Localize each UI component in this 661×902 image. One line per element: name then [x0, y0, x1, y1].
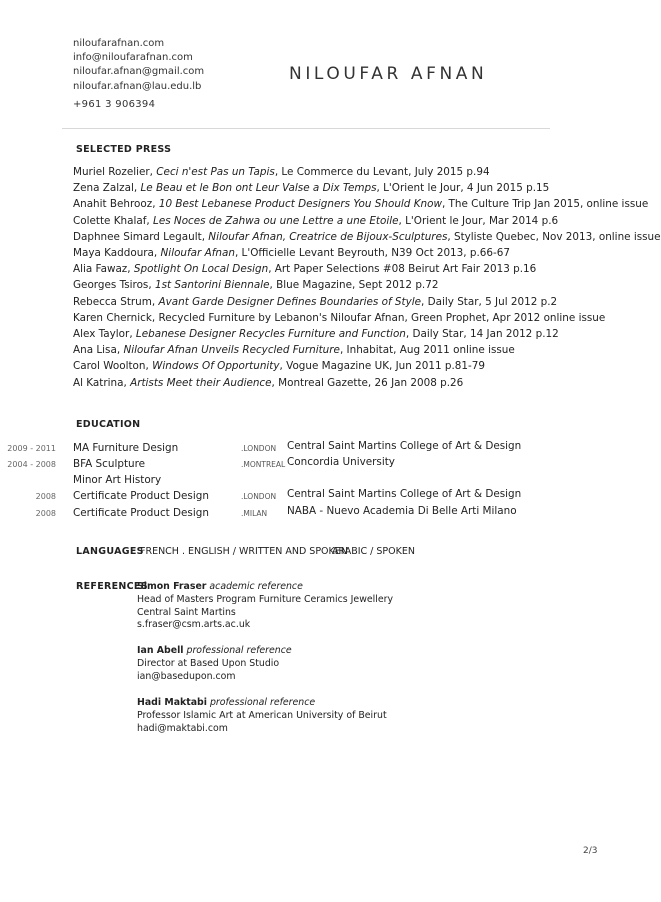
- press-item: Daphnee Simard Legault, Niloufar Afnan, Creatrice de Bijoux-Sculptures, Styliste Quebec, Nov 2013, online issue: [73, 230, 661, 243]
- press-item: Karen Chernick, Recycled Furniture by Lebanon's Niloufar Afnan, Green Prophet, Apr 2012 online issue: [73, 311, 606, 324]
- email-link-info[interactable]: info@niloufarafnan.com: [73, 52, 193, 64]
- press-item: Georges Tsiros, 1st Santorini Biennale, Blue Magazine, Sept 2012 p.72: [73, 279, 439, 292]
- languages-label: LANGUAGES: [76, 546, 144, 557]
- education-school: Central Saint Martins College of Art & Design: [287, 440, 522, 452]
- reference-name: Hadi Maktabi: [137, 697, 207, 708]
- education-school: Central Saint Martins College of Art & Design: [287, 488, 522, 500]
- references-label: REFERENCES: [76, 581, 148, 592]
- education-years: 2008: [35, 492, 56, 501]
- education-city: .LONDON: [241, 492, 277, 501]
- education-city: .LONDON: [241, 444, 277, 453]
- press-item: Maya Kaddoura, Niloufar Afnan, L'Officielle Levant Beyrouth, N39 Oct 2013, p.66-67: [73, 247, 510, 260]
- press-item: Anahit Behrooz, 10 Best Lebanese Product Designers You Should Know, The Culture Trip Jan 2015, online issue: [73, 198, 649, 211]
- reference-entry: [137, 697, 387, 735]
- reference-name: Simon Fraser: [137, 581, 207, 592]
- page-number: 2/3: [583, 846, 598, 856]
- reference-email[interactable]: hadi@maktabi.com: [137, 722, 228, 734]
- education-row: [0, 458, 638, 474]
- reference-line: Professor Islamic Art at American University of Beirut: [137, 709, 387, 721]
- email-link-lau[interactable]: niloufar.afnan@lau.edu.lb: [73, 80, 202, 92]
- education-city: .MONTREAL: [241, 460, 286, 469]
- reference-line: Head of Masters Program Furniture Ceramics Jewellery: [137, 593, 394, 605]
- education-city: .MILAN: [241, 509, 268, 518]
- phone-number: +961 3 906394: [73, 98, 156, 110]
- press-item: Alex Taylor, Lebanese Designer Recycles Furniture and Function, Daily Star, 14 Jan 2012 p.12: [73, 328, 559, 341]
- reference-email[interactable]: s.fraser@csm.arts.ac.uk: [137, 619, 251, 631]
- email-link-gmail[interactable]: niloufar.afnan@gmail.com: [73, 66, 205, 78]
- press-list: [73, 164, 661, 391]
- press-item: Ana Lisa, Niloufar Afnan Unveils Recycled Furniture, Inhabitat, Aug 2011 online issue: [73, 344, 515, 357]
- reference-line: Central Saint Martins: [137, 606, 236, 618]
- education-degree: BFA Sculpture: [73, 458, 146, 470]
- languages-value-secondary: ARABIC / SPOKEN: [332, 546, 415, 557]
- languages-value-primary: FRENCH . ENGLISH / WRITTEN AND SPOKEN: [140, 546, 348, 557]
- press-item: Rebecca Strum, Avant Garde Designer Defines Boundaries of Style, Daily Star, 5 Jul 2012 p.2: [73, 295, 558, 308]
- education-degree: Certificate Product Design: [73, 507, 209, 519]
- reference-role: professional reference: [186, 645, 292, 656]
- header-divider: [62, 128, 550, 129]
- education-row: [0, 507, 638, 523]
- education-school: NABA - Nuevo Academia Di Belle Arti Milano: [287, 505, 517, 517]
- website-link[interactable]: niloufarafnan.com: [73, 38, 165, 49]
- reference-role: academic reference: [209, 581, 303, 592]
- press-item: Alia Fawaz, Spotlight On Local Design, Art Paper Selections #08 Beirut Art Fair 2013 p.16: [73, 263, 537, 276]
- education-degree: Certificate Product Design: [73, 490, 209, 502]
- press-item: Colette Khalaf, Les Noces de Zahwa ou une Lettre a une Etoile, L'Orient le Jour, Mar 2014 p.6: [73, 214, 559, 227]
- reference-role: professional reference: [209, 697, 316, 708]
- education-heading: EDUCATION: [76, 419, 141, 430]
- education-degree: MA Furniture Design: [73, 442, 179, 454]
- press-item: Muriel Rozelier, Ceci n'est Pas un Tapis, Le Commerce du Levant, July 2015 p.94: [73, 166, 490, 178]
- education-years: 2008: [35, 509, 56, 518]
- education-row: [0, 490, 638, 506]
- press-item: Al Katrina, Artists Meet their Audience, Montreal Gazette, 26 Jan 2008 p.26: [73, 376, 464, 389]
- education-degree: Minor Art History: [73, 474, 162, 486]
- reference-line: Director at Based Upon Studio: [137, 657, 280, 669]
- press-item: Zena Zalzal, Le Beau et le Bon ont Leur Valse a Dix Temps, L'Orient le Jour, 4 Jun 2015 p.15: [73, 182, 550, 195]
- press-heading: SELECTED PRESS: [76, 144, 172, 155]
- reference-email[interactable]: ian@basedupon.com: [137, 670, 236, 682]
- contact-block: [73, 37, 204, 112]
- reference-entry: [137, 645, 292, 683]
- education-school: Concordia University: [287, 456, 395, 468]
- reference-name: Ian Abell: [137, 645, 184, 656]
- reference-entry: [137, 581, 393, 632]
- press-item: Carol Woolton, Windows Of Opportunity, Vogue Magazine UK, Jun 2011 p.81-79: [73, 360, 485, 373]
- page-title: NILOUFAR AFNAN: [289, 64, 488, 84]
- education-years: 2004 - 2008: [7, 460, 56, 469]
- education-years: 2009 - 2011: [7, 444, 56, 453]
- languages-section: [76, 546, 415, 557]
